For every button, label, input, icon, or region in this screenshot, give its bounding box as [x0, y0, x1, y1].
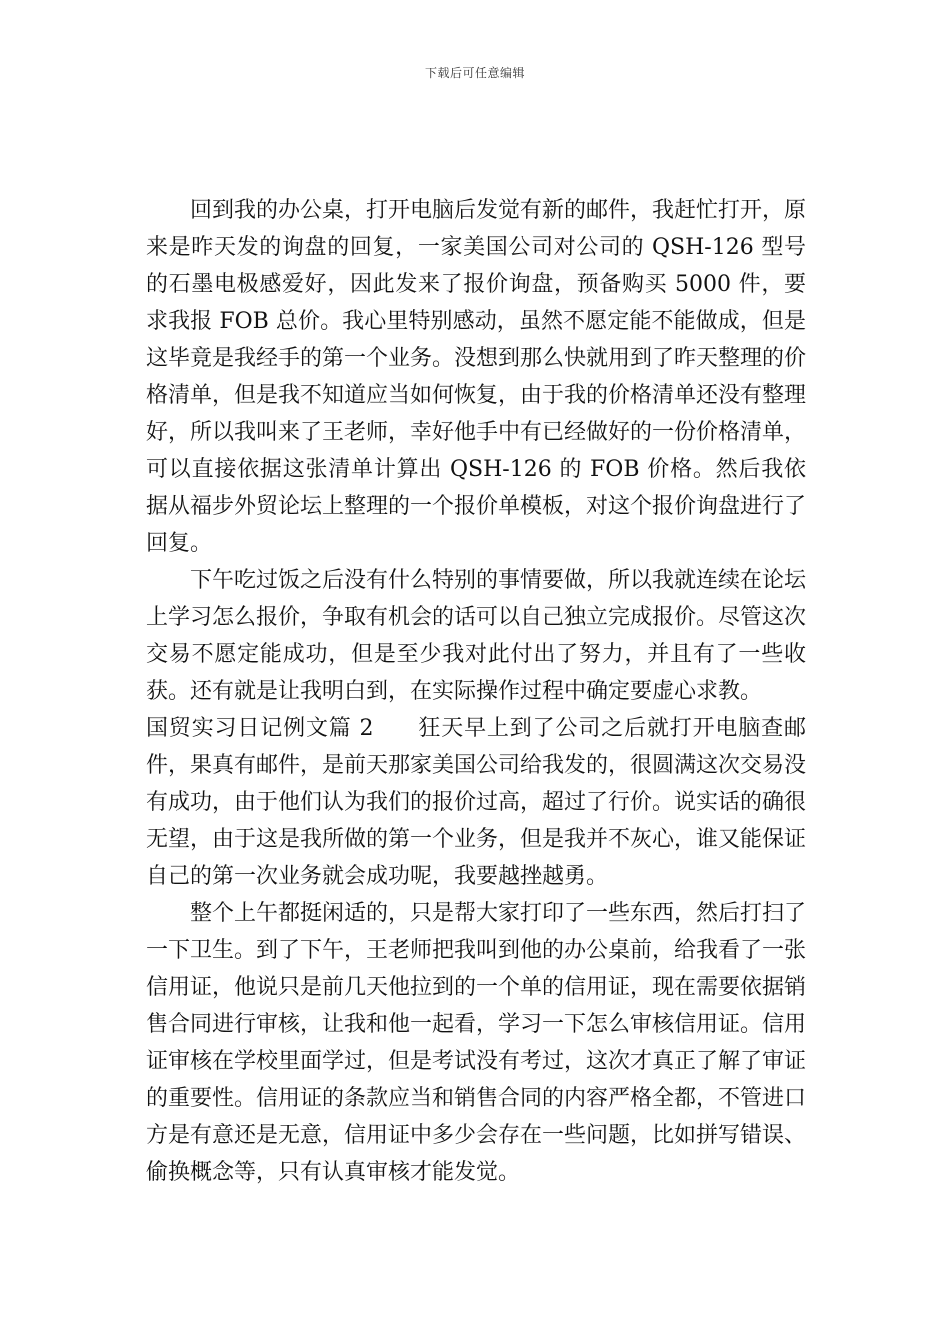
paragraph-2: 下午吃过饭之后没有什么特别的事情要做，所以我就连续在论坛上学习怎么报价，争取有机会的话可以自己独立完成报价。尽管这次交易不愿定能成功，但是至少我对此付出了努力，并且有了一些收获。还有就是让我明白到，在实际操作过程中确定要虚心求教。: [146, 568, 807, 704]
page-header-note: 下载后可任意编辑: [424, 66, 525, 80]
document-body: [146, 192, 806, 1191]
paragraph-1: 回到我的办公桌，打开电脑后发觉有新的邮件，我赶忙打开，原来是昨天发的询盘的回复，一家美国公司对公司的 QSH-126 型号的石墨电极感爱好，因此发来了报价询盘，预备购买 5000 件，要求我报 FOB 总价。我心里特别感动，虽然不愿定能不能做成，但是这毕竟是我经手的第一个业务。没想到那么快就用到了昨天整理的价格清单，但是我不知道应当如何恢复，由于我的价格清单还没有整理好，所以我叫来了王老师，幸好他手中有已经做好的一份价格清单，可以直接依据这张清单计算出 QSH-126 的 FOB 价格。然后我依据从福步外贸论坛上整理的一个报价单模板，对这个报价询盘进行了回复。: [146, 198, 807, 556]
paragraph-4: 整个上午都挺闲适的，只是帮大家打印了一些东西，然后打扫了一下卫生。到了下午，王老师把我叫到他的办公桌前，给我看了一张信用证，他说只是前几天他拉到的一个单的信用证，现在需要依据销售合同进行审核，让我和他一起看，学习一下怎么审核信用证。信用证审核在学校里面学过，但是考试没有考过，这次才真正了解了审证的重要性。信用证的条款应当和销售合同的内容严格全都，不管进口方是有意还是无意，信用证中多少会存在一些问题，比如拼写错误、偷换概念等，只有认真审核才能发觉。: [146, 901, 807, 1185]
section-title: 国贸实习日记例文篇 2: [146, 716, 374, 741]
paragraph-3: [146, 710, 806, 895]
section-body: 狂天早上到了公司之后就打开电脑查邮件，果真有邮件，是前天那家美国公司给我发的，很圆满这次交易没有成功，由于他们认为我们的报价过高，超过了行价。说实话的确很无望，由于这是我所做的第一个业务，但是我并不灰心，谁又能保证自己的第一次业务就会成功呢，我要越挫越勇。: [146, 716, 807, 889]
